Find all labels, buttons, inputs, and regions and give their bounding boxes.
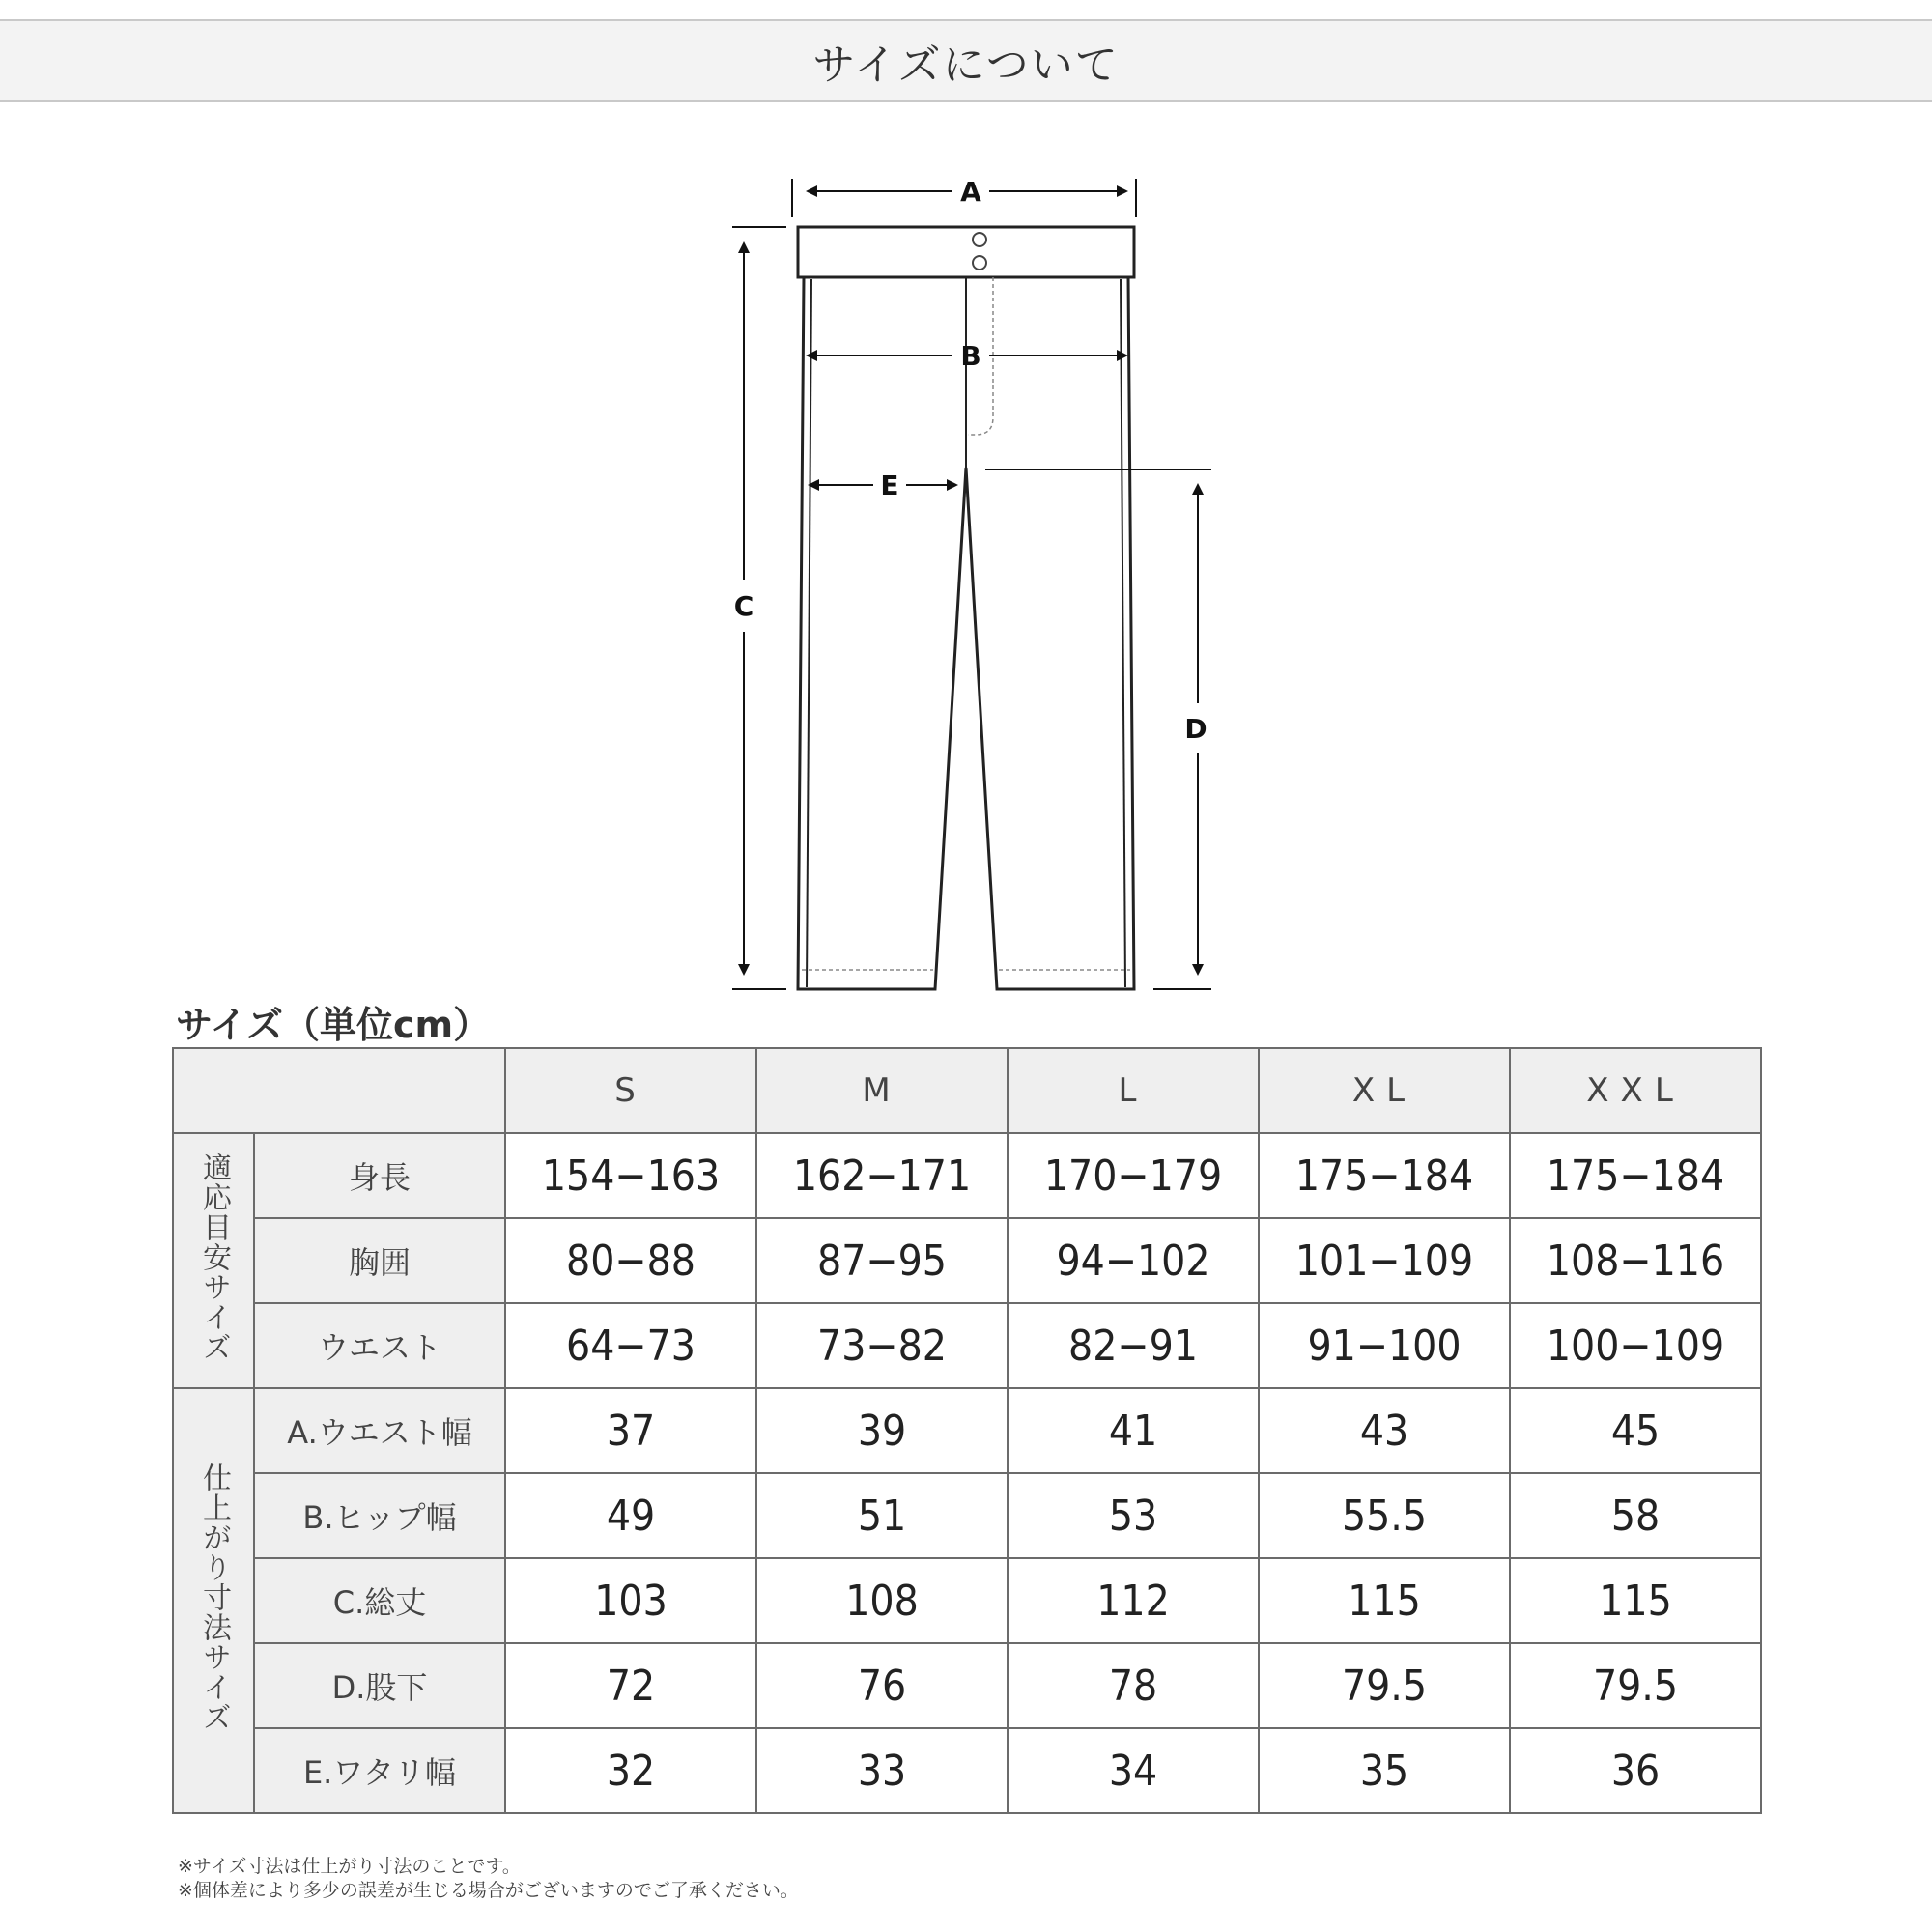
table-cell: 39	[756, 1388, 1008, 1473]
group-label-fit	[173, 1133, 254, 1388]
dimension-a-label: A	[960, 176, 981, 208]
table-cell: 78	[1008, 1643, 1259, 1728]
footnote: ※個体差により多少の誤差が生じる場合がございますのでご了承ください。	[178, 1880, 799, 1901]
table-cell: 108−116	[1510, 1218, 1761, 1303]
table-cell: 58	[1510, 1473, 1761, 1558]
table-cell: 33	[756, 1728, 1008, 1813]
row-label: C.総丈	[254, 1558, 505, 1643]
table-cell: 162−171	[756, 1133, 1008, 1218]
row-label: 胸囲	[254, 1218, 505, 1303]
table-cell: 175−184	[1510, 1133, 1761, 1218]
table-cell: 91−100	[1259, 1303, 1510, 1388]
table-cell: 41	[1008, 1388, 1259, 1473]
table-row	[173, 1388, 1761, 1473]
table-cell: 37	[505, 1388, 756, 1473]
table-row	[173, 1133, 1761, 1218]
table-cell: 72	[505, 1643, 756, 1728]
column-header-l: L	[1008, 1048, 1259, 1133]
table-cell: 82−91	[1008, 1303, 1259, 1388]
table-cell: 32	[505, 1728, 756, 1813]
dimension-d-label: D	[1184, 713, 1208, 745]
table-cell: 101−109	[1259, 1218, 1510, 1303]
dimension-e-label: E	[880, 469, 899, 501]
row-label: 身長	[254, 1133, 505, 1218]
table-cell: 76	[756, 1643, 1008, 1728]
table-cell: 80−88	[505, 1218, 756, 1303]
table-cell: 53	[1008, 1473, 1259, 1558]
table-cell: 79.5	[1510, 1643, 1761, 1728]
table-cell: 87−95	[756, 1218, 1008, 1303]
row-label: A.ウエスト幅	[254, 1388, 505, 1473]
group-label-finished-text: 仕上がり寸法サイズ	[197, 1463, 231, 1732]
table-cell: 170−179	[1008, 1133, 1259, 1218]
table-cell: 45	[1510, 1388, 1761, 1473]
table-cell: 79.5	[1259, 1643, 1510, 1728]
table-cell: 154−163	[505, 1133, 756, 1218]
size-section-title: サイズ（単位cm）	[176, 1004, 491, 1046]
column-header-xl: XL	[1259, 1048, 1510, 1133]
footnotes	[178, 1855, 799, 1903]
table-cell: 115	[1259, 1558, 1510, 1643]
table-row	[173, 1473, 1761, 1558]
table-cell: 43	[1259, 1388, 1510, 1473]
size-table	[172, 1047, 1762, 1814]
button-icon	[973, 233, 986, 246]
table-cell: 73−82	[756, 1303, 1008, 1388]
table-row	[173, 1643, 1761, 1728]
column-header-s: S	[505, 1048, 756, 1133]
table-cell: 103	[505, 1558, 756, 1643]
row-label: D.股下	[254, 1643, 505, 1728]
dimension-b-label: B	[960, 340, 981, 372]
table-cell: 51	[756, 1473, 1008, 1558]
table-row	[173, 1558, 1761, 1643]
column-header-m: M	[756, 1048, 1008, 1133]
table-header-row	[173, 1048, 1761, 1133]
dimension-c-label: C	[733, 590, 754, 622]
group-label-finished	[173, 1388, 254, 1813]
table-cell: 100−109	[1510, 1303, 1761, 1388]
footnote: ※サイズ寸法は仕上がり寸法のことです。	[178, 1856, 521, 1877]
table-cell: 64−73	[505, 1303, 756, 1388]
group-label-fit-text: 適応目安サイズ	[197, 1152, 231, 1362]
table-cell: 94−102	[1008, 1218, 1259, 1303]
table-cell: 112	[1008, 1558, 1259, 1643]
table-corner-cell	[173, 1048, 505, 1133]
table-cell: 36	[1510, 1728, 1761, 1813]
button-icon	[973, 256, 986, 270]
table-cell: 35	[1259, 1728, 1510, 1813]
page-title: サイズについて	[812, 41, 1120, 90]
table-cell: 49	[505, 1473, 756, 1558]
table-cell: 175−184	[1259, 1133, 1510, 1218]
table-cell: 115	[1510, 1558, 1761, 1643]
table-cell: 108	[756, 1558, 1008, 1643]
row-label: ウエスト	[254, 1303, 505, 1388]
table-row	[173, 1218, 1761, 1303]
row-label: B.ヒップ幅	[254, 1473, 505, 1558]
table-cell: 34	[1008, 1728, 1259, 1813]
column-header-xxl: XXL	[1510, 1048, 1761, 1133]
table-row	[173, 1728, 1761, 1813]
table-row	[173, 1303, 1761, 1388]
row-label: E.ワタリ幅	[254, 1728, 505, 1813]
table-cell: 55.5	[1259, 1473, 1510, 1558]
